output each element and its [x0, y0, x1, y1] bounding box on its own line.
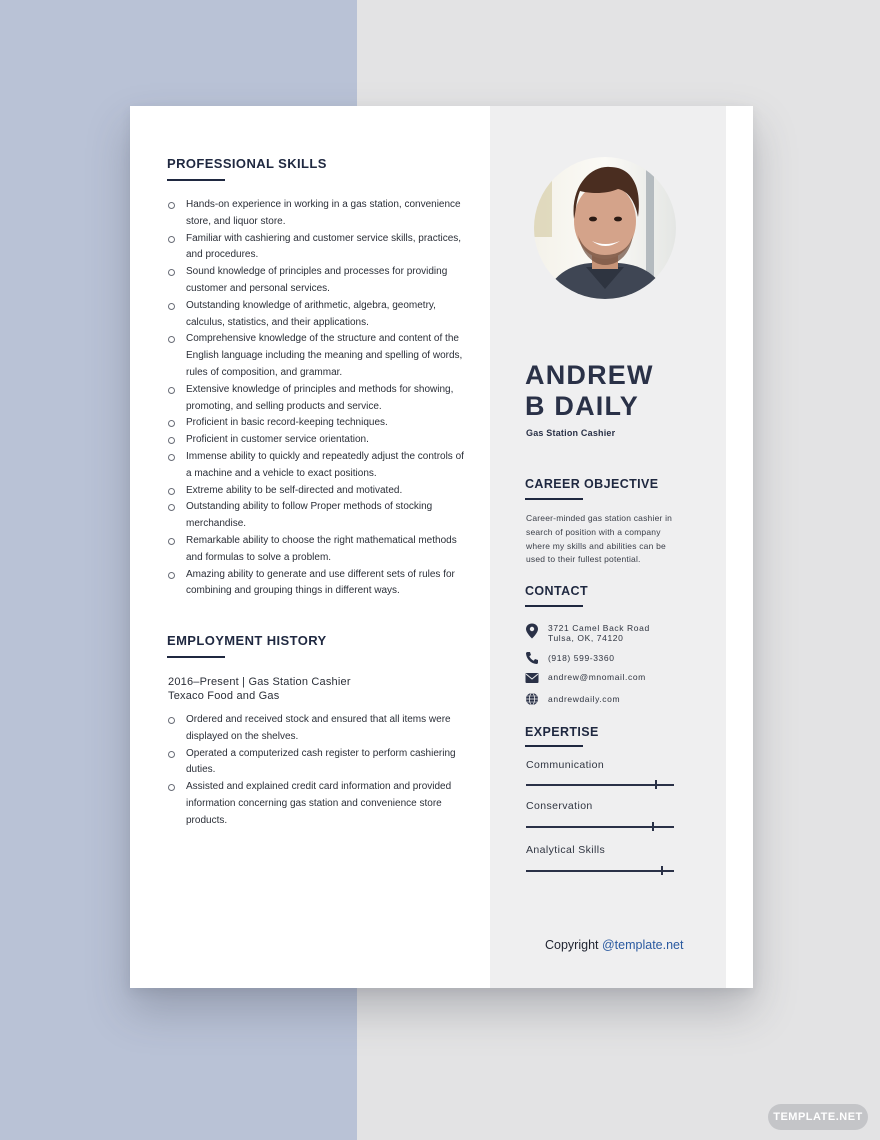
contact-website[interactable]: andrewdaily.com	[548, 694, 621, 704]
bullet-circle-icon	[168, 437, 175, 444]
candidate-last-name: B DAILY	[525, 391, 639, 421]
professional-skill-text: Comprehensive knowledge of the structure and content of the English language including the meaning and spelling of words, rules of composition, and grammar.	[186, 333, 463, 378]
contact-email[interactable]: andrew@mnomail.com	[548, 672, 646, 682]
professional-skill-text: Extensive knowledge of principles and methods for showing, promoting, and selling products and service.	[186, 383, 454, 412]
professional-skill-item	[167, 331, 467, 381]
candidate-first-name: ANDREW	[525, 360, 654, 390]
professional-skill-text: Sound knowledge of principles and processes for providing customer and personal services.	[186, 266, 448, 294]
expertise-heading: EXPERTISE	[525, 725, 599, 739]
expertise-skill-bar	[526, 784, 674, 786]
expertise-skill-label: Conservation	[526, 800, 593, 812]
professional-skill-text: Proficient in customer service orientation.	[186, 434, 369, 446]
employment-duty-text: Operated a computerized cash register to perform cashiering duties.	[186, 747, 456, 776]
sidebar	[490, 106, 726, 988]
employment-duty-item	[167, 712, 467, 746]
professional-skills-heading: PROFESSIONAL SKILLS	[167, 156, 327, 171]
expertise-skill-label: Communication	[526, 759, 605, 771]
career-objective-heading: CAREER OBJECTIVE	[525, 477, 659, 491]
employment-duty-item	[167, 746, 467, 780]
professional-skill-text: Remarkable ability to choose the right mathematical methods and formulas to solve a problem.	[186, 534, 457, 563]
candidate-role: Gas Station Cashier	[526, 428, 616, 438]
expertise-skill-bar	[526, 826, 674, 828]
professional-skill-item	[167, 432, 467, 449]
bullet-circle-icon	[168, 572, 175, 579]
resume-sheet	[130, 106, 753, 988]
professional-skill-item	[167, 231, 467, 265]
section-underline	[167, 179, 225, 181]
professional-skill-text: Hands-on experience in working in a gas station, convenience store, and liquor store.	[186, 199, 461, 227]
section-underline	[167, 656, 225, 658]
professional-skill-text: Outstanding knowledge of arithmetic, algebra, geometry, calculus, statistics, and their applications.	[186, 299, 436, 328]
contact-website-row	[525, 692, 695, 706]
employment-duty-text: Assisted and explained credit card information and provided information concerning gas station and convenience store products.	[186, 781, 452, 826]
professional-skill-item	[167, 298, 467, 332]
bullet-circle-icon	[168, 420, 175, 427]
bullet-circle-icon	[168, 336, 175, 343]
bullet-circle-icon	[168, 303, 175, 310]
section-underline	[525, 605, 583, 607]
contact-address-row	[525, 623, 695, 643]
career-objective-text: Career-minded gas station cashier in search of position with a company where my skills and abilities can be used to their fullest potential.	[526, 513, 673, 565]
employment-duty-text: Ordered and received stock and ensured that all items were displayed on the shelves.	[186, 714, 451, 742]
professional-skill-item	[167, 533, 467, 567]
employment-duty-item	[167, 779, 467, 829]
professional-skill-item	[167, 382, 467, 416]
bullet-circle-icon	[168, 538, 175, 545]
location-pin-icon	[525, 623, 539, 637]
phone-icon	[525, 651, 539, 665]
globe-icon	[525, 692, 539, 706]
candidate-name	[525, 360, 654, 422]
employment-duties-list	[167, 712, 467, 830]
professional-skill-item	[167, 449, 467, 483]
expertise-level-marker	[655, 780, 657, 789]
envelope-icon	[525, 671, 539, 685]
bullet-circle-icon	[168, 202, 175, 209]
job-title-line: 2016–Present | Gas Station Cashier	[168, 676, 351, 688]
copyright-label: Copyright	[545, 938, 602, 952]
employment-history-heading: EMPLOYMENT HISTORY	[167, 633, 327, 648]
professional-skill-item	[167, 483, 467, 500]
contact-address: 3721 Camel Back Road Tulsa, OK, 74120	[548, 623, 650, 643]
professional-skill-item	[167, 567, 467, 601]
contact-phone-row	[525, 651, 695, 665]
contact-phone: (918) 599-3360	[548, 653, 615, 663]
company-name: Texaco Food and Gas	[168, 690, 280, 702]
copyright-link[interactable]: @template.net	[601, 938, 684, 952]
section-underline	[525, 498, 583, 500]
bullet-circle-icon	[168, 454, 175, 461]
bullet-circle-icon	[168, 387, 175, 394]
professional-skill-text: Amazing ability to generate and use different sets of rules for combining and grouping things in different ways.	[186, 568, 455, 597]
expertise-skill-bar	[526, 870, 674, 872]
contact-email-row	[525, 671, 695, 685]
professional-skill-item	[167, 264, 467, 298]
professional-skill-text: Familiar with cashiering and customer service skills, practices, and procedures.	[186, 232, 462, 261]
template-net-watermark: TEMPLATE.NET	[768, 1104, 868, 1130]
expertise-level-marker	[661, 866, 663, 875]
bullet-circle-icon	[168, 269, 175, 276]
profile-photo	[534, 157, 676, 299]
professional-skill-text: Extreme ability to be self-directed and motivated.	[186, 484, 403, 496]
bullet-circle-icon	[168, 504, 175, 511]
section-underline	[525, 745, 583, 747]
bullet-circle-icon	[168, 751, 175, 758]
professional-skills-list	[167, 197, 467, 600]
bullet-circle-icon	[168, 488, 175, 495]
professional-skill-text: Proficient in basic record-keeping techniques.	[186, 417, 388, 429]
professional-skill-item	[167, 197, 467, 231]
professional-skill-text: Outstanding ability to follow Proper methods of stocking merchandise.	[186, 501, 433, 530]
copyright-line	[545, 938, 683, 952]
expertise-skill-label: Analytical Skills	[526, 844, 606, 856]
contact-heading: CONTACT	[525, 584, 588, 598]
professional-skill-text: Immense ability to quickly and repeatedly adjust the controls of a machine and a vehicle to exact positions.	[186, 450, 464, 479]
profile-photo-image	[534, 157, 676, 299]
bullet-circle-icon	[168, 784, 175, 791]
expertise-level-marker	[652, 822, 654, 831]
professional-skill-item	[167, 499, 467, 533]
professional-skill-item	[167, 415, 467, 432]
bullet-circle-icon	[168, 717, 175, 724]
bullet-circle-icon	[168, 236, 175, 243]
